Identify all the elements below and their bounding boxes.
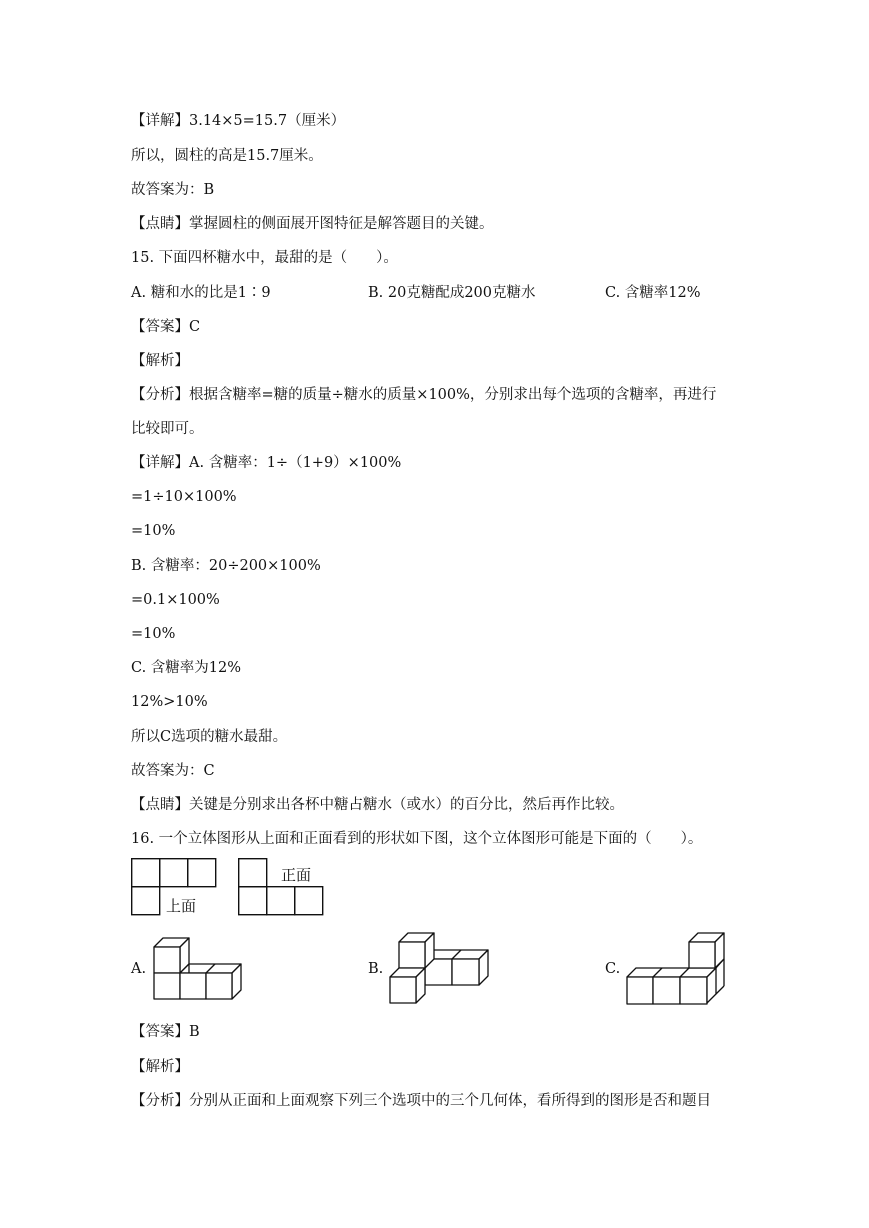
- q15-detail-line: =10%: [131, 626, 176, 642]
- q15-option-a: A. 糖和水的比是1∶9: [131, 285, 271, 301]
- q15-detail-line: 【详解】A. 含糖率：1÷（1+9）×100%: [131, 455, 402, 471]
- q14-note: 【点睛】掌握圆柱的侧面展开图特征是解答题目的关键。: [131, 216, 494, 232]
- q15-answer: 【答案】C: [131, 319, 201, 335]
- q16-analysis-line-1: 【分析】分别从正面和上面观察下列三个选项中的三个几何体，看所得到的图形是否和题目: [131, 1093, 711, 1109]
- top-view-label: 上面: [166, 897, 197, 915]
- q15-detail-line: =10%: [131, 523, 176, 539]
- option-c-cube-figure: [625, 932, 729, 1008]
- option-a-cube-figure: [152, 936, 246, 1002]
- q16-analysis-title: 【解析】: [131, 1059, 189, 1075]
- q15-analysis-line-2: 比较即可。: [131, 421, 204, 437]
- q15-detail-line: 12%>10%: [131, 694, 208, 710]
- q15-analysis-line-1: 【分析】根据含糖率=糖的质量÷糖水的质量×100%，分别求出每个选项的含糖率，再进行: [131, 387, 717, 403]
- q15-option-c: C. 含糖率12%: [605, 285, 701, 301]
- q16-option-b-label: B.: [368, 961, 384, 977]
- q15-detail-line: =1÷10×100%: [131, 489, 237, 505]
- front-view-label: 正面: [281, 866, 312, 884]
- q16-stem: 16. 一个立体图形从上面和正面看到的形状如下图，这个立体图形可能是下面的（ ）。: [131, 831, 703, 847]
- q16-answer: 【答案】B: [131, 1024, 200, 1040]
- q16-option-a-label: A.: [131, 961, 147, 977]
- q15-detail-line: 【点睛】关键是分别求出各杯中糖占糖水（或水）的百分比，然后再作比较。: [131, 797, 624, 813]
- q15-option-b: B. 20克糖配成200克糖水: [368, 285, 536, 301]
- q16-option-c-label: C.: [605, 961, 621, 977]
- q15-stem: 15. 下面四杯糖水中，最甜的是（ ）。: [131, 250, 398, 266]
- q15-detail-line: C. 含糖率为12%: [131, 660, 242, 676]
- q14-detail: 【详解】3.14×5=15.7（厘米）: [131, 113, 346, 129]
- q15-detail-line: 所以C选项的糖水最甜。: [131, 729, 288, 745]
- q15-analysis-title: 【解析】: [131, 353, 189, 369]
- q14-answer: 故答案为：B: [131, 182, 215, 198]
- q15-detail-line: =0.1×100%: [131, 592, 220, 608]
- option-b-cube-figure: [388, 932, 492, 1008]
- q15-detail-line: B. 含糖率：20÷200×100%: [131, 558, 321, 574]
- q15-detail-line: 故答案为：C: [131, 763, 215, 779]
- q14-conclusion: 所以，圆柱的高是15.7厘米。: [131, 148, 323, 164]
